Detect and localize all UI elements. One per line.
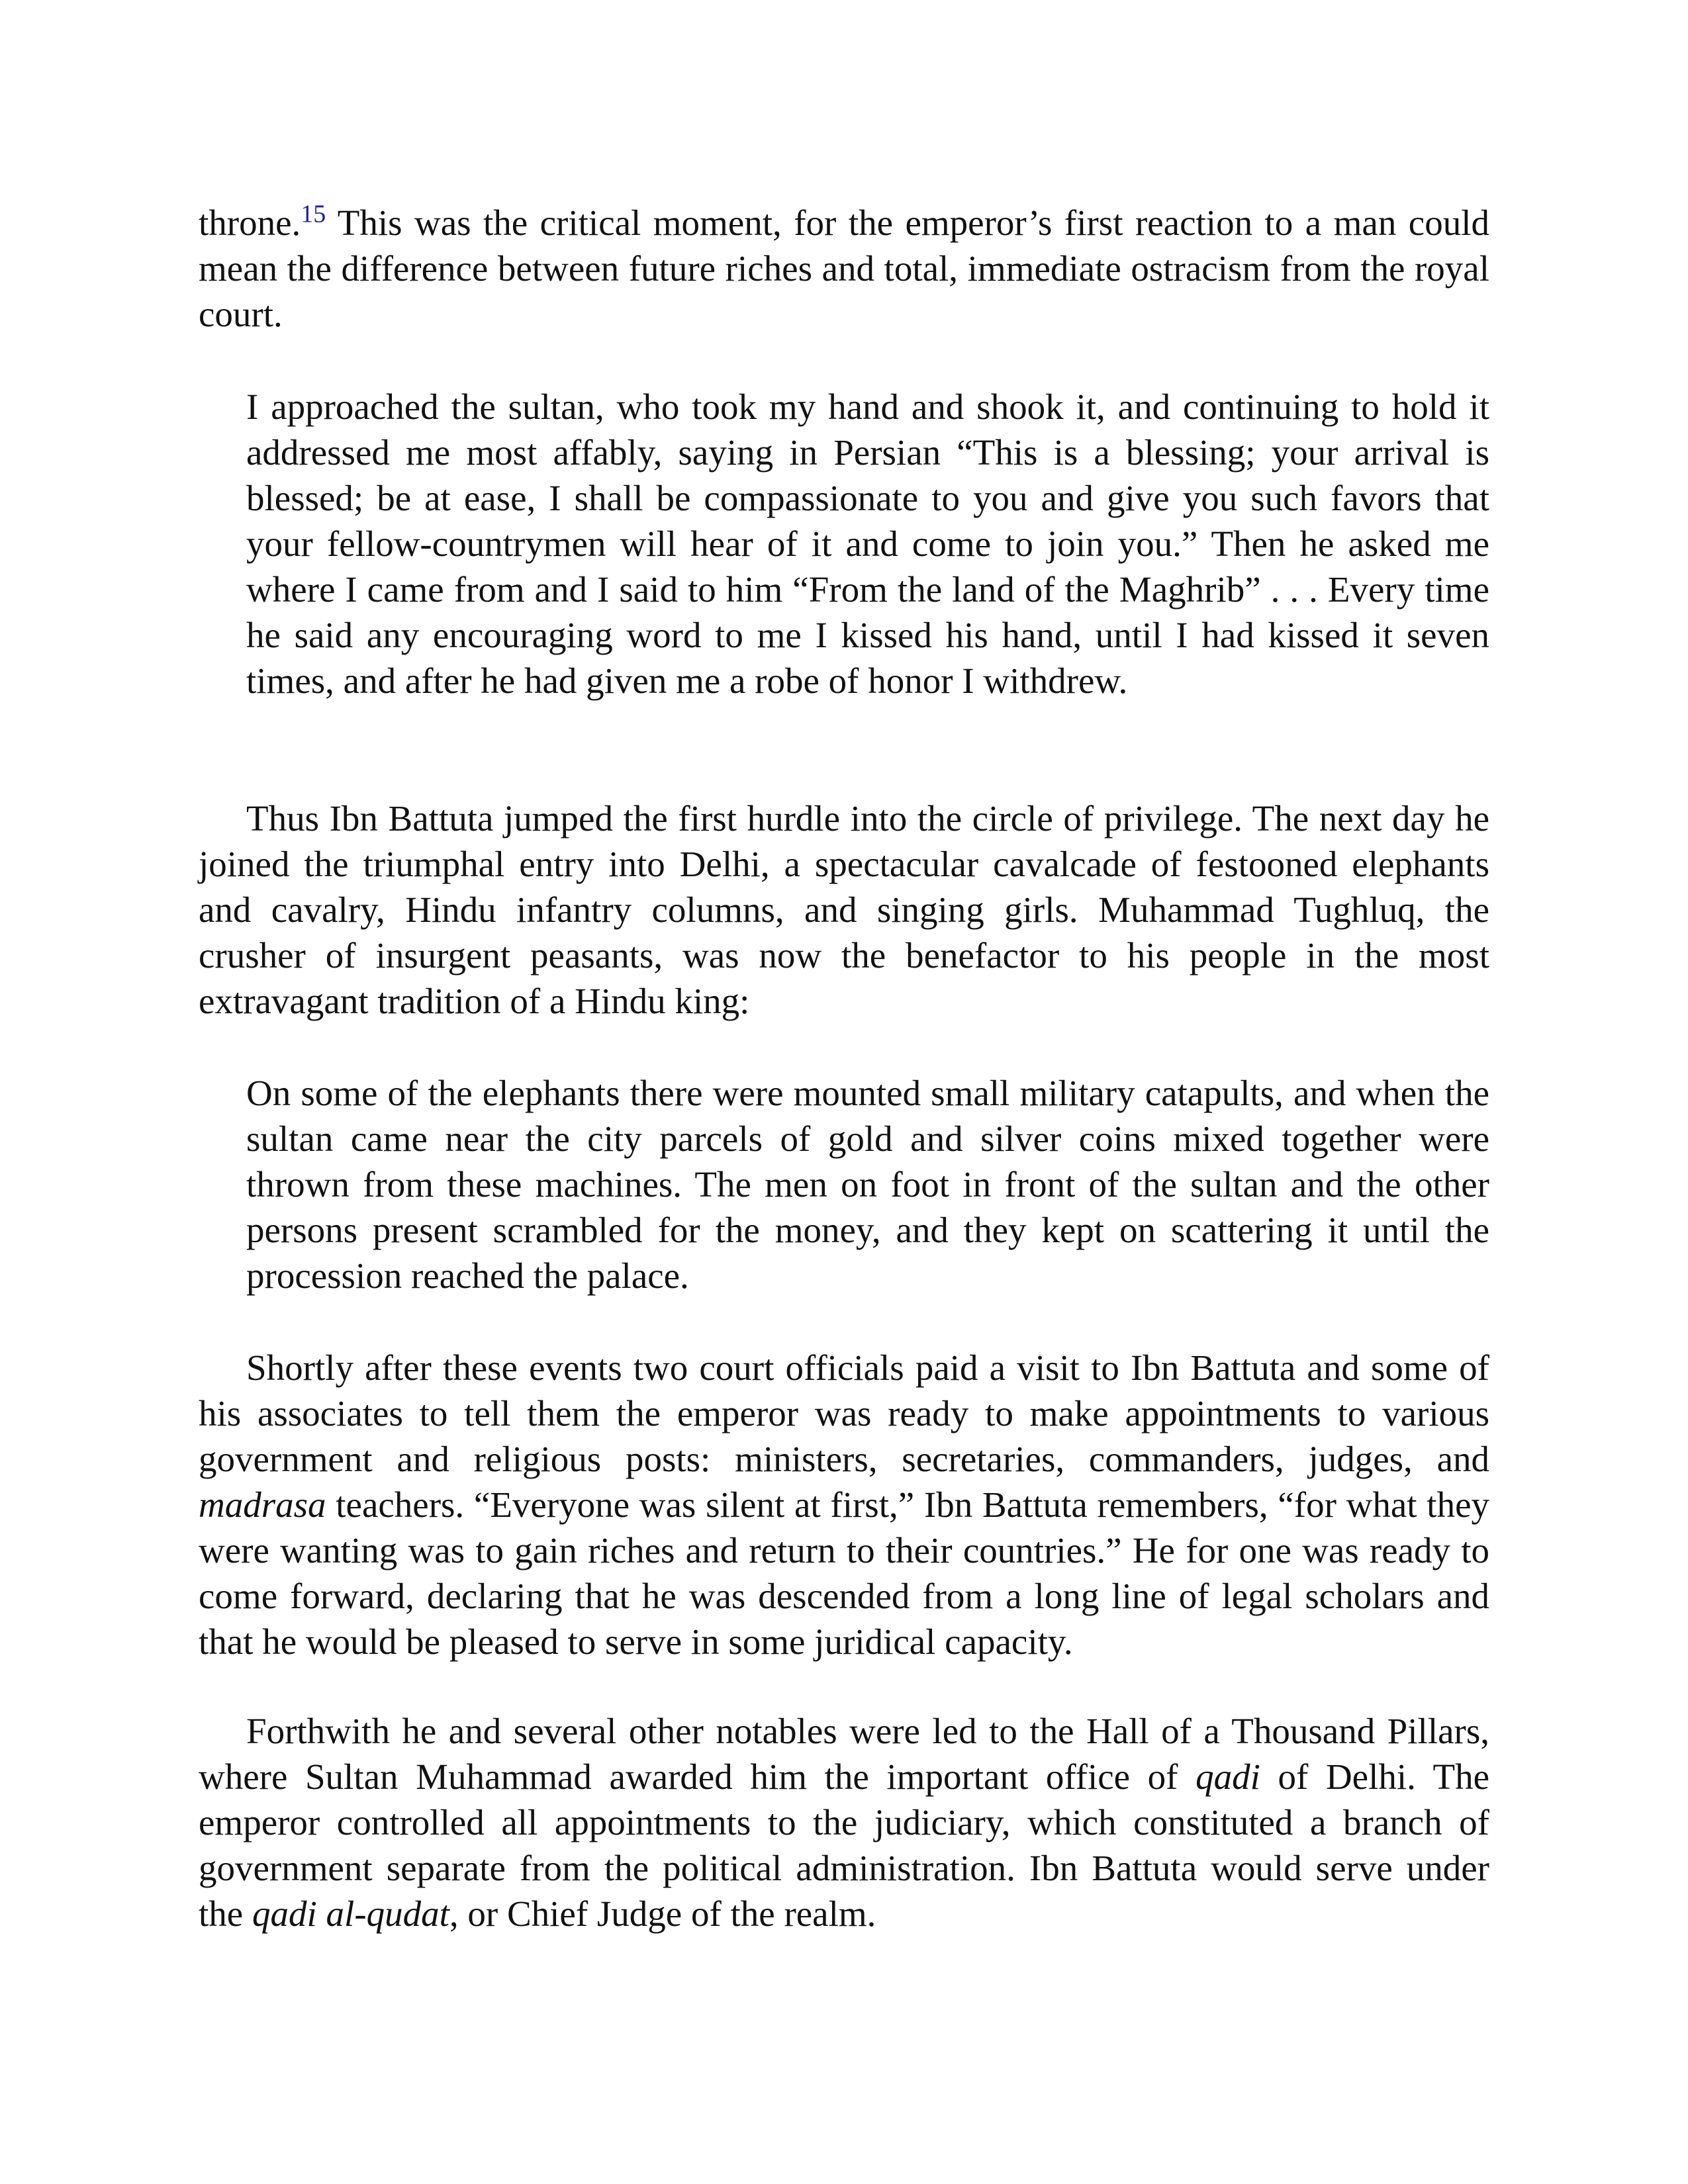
paragraph-4-start: Forthwith he and several other notables were led to the Hall of a Thousand Pillars, where Sultan Muhammad awarded him the important office of (199, 1711, 1489, 1797)
paragraph-1-rest: This was the critical moment, for the emperor’s first reaction to a man could mean the difference between future riches and total, immediate ostracism from the royal court. (199, 203, 1489, 334)
block-quote-1-text: I approached the sultan, who took my hand and shook it, and continuing to hold it addressed me most affably, saying in Persian “This is a blessing; your arrival is blessed; be at ease, I shall be compassionate to you and give you such favors that your fellow-countrymen will hear of it and come to join you.” Then he asked me where I came from and I said to him “From the land of the Maghrib” . . . Every time he said any encouraging word to me I kissed his hand, until I had kissed it seven times, and after he had given me a robe of honor I withdrew. (246, 387, 1489, 701)
paragraph-3-start: Shortly after these events two court officials paid a visit to Ibn Battuta and some of his associates to tell them the emperor was ready to make appointments to various government and religious posts: ministers, secretaries, commanders, judges, and (199, 1347, 1489, 1479)
paragraph-1 (199, 200, 1489, 337)
paragraph-2 (199, 796, 1489, 1024)
paragraph-4-end: , or Chief Judge of the realm. (449, 1893, 876, 1934)
footnote-link-15[interactable]: 15 (301, 200, 326, 228)
block-quote-2 (246, 1070, 1489, 1298)
paragraph-3 (199, 1345, 1489, 1664)
term-qadi: qadi (1196, 1756, 1260, 1797)
paragraph-4 (199, 1708, 1489, 1936)
paragraph-4-middle: of Delhi. The emperor controlled all appointments to the judiciary, which constituted a branch of government separate from the political administration. Ibn Battuta would serve under the (199, 1756, 1490, 1934)
term-madrasa: madrasa (199, 1484, 326, 1525)
paragraph-2-text: Thus Ibn Battuta jumped the first hurdle into the circle of privilege. The next day he joined the triumphal entry into Delhi, a spectacular cavalcade of festooned elephants and cavalry, Hindu infantry columns, and singing girls. Muhammad Tughluq, the crusher of insurgent peasants, was now the benefactor to his people in the most extravagant tradition of a Hindu king: (199, 798, 1489, 1021)
term-qadi-al-qudat: qadi al-qudat (252, 1893, 449, 1934)
paragraph-1-start: throne. (199, 203, 301, 243)
block-quote-1 (246, 384, 1489, 704)
block-quote-2-text: On some of the elephants there were mounted small military catapults, and when the sultan came near the city parcels of gold and silver coins mixed together were thrown from these machines. The men on foot in front of the sultan and the other persons present scrambled for the money, and they kept on scattering it until the procession reached the palace. (246, 1073, 1489, 1296)
paragraph-3-rest: teachers. “Everyone was silent at first,” Ibn Battuta remembers, “for what they were wanting was to gain riches and return to their countries.” He for one was ready to come forward, declaring that he was descended from a long line of legal scholars and that he would be pleased to serve in some juridical capacity. (199, 1484, 1489, 1662)
